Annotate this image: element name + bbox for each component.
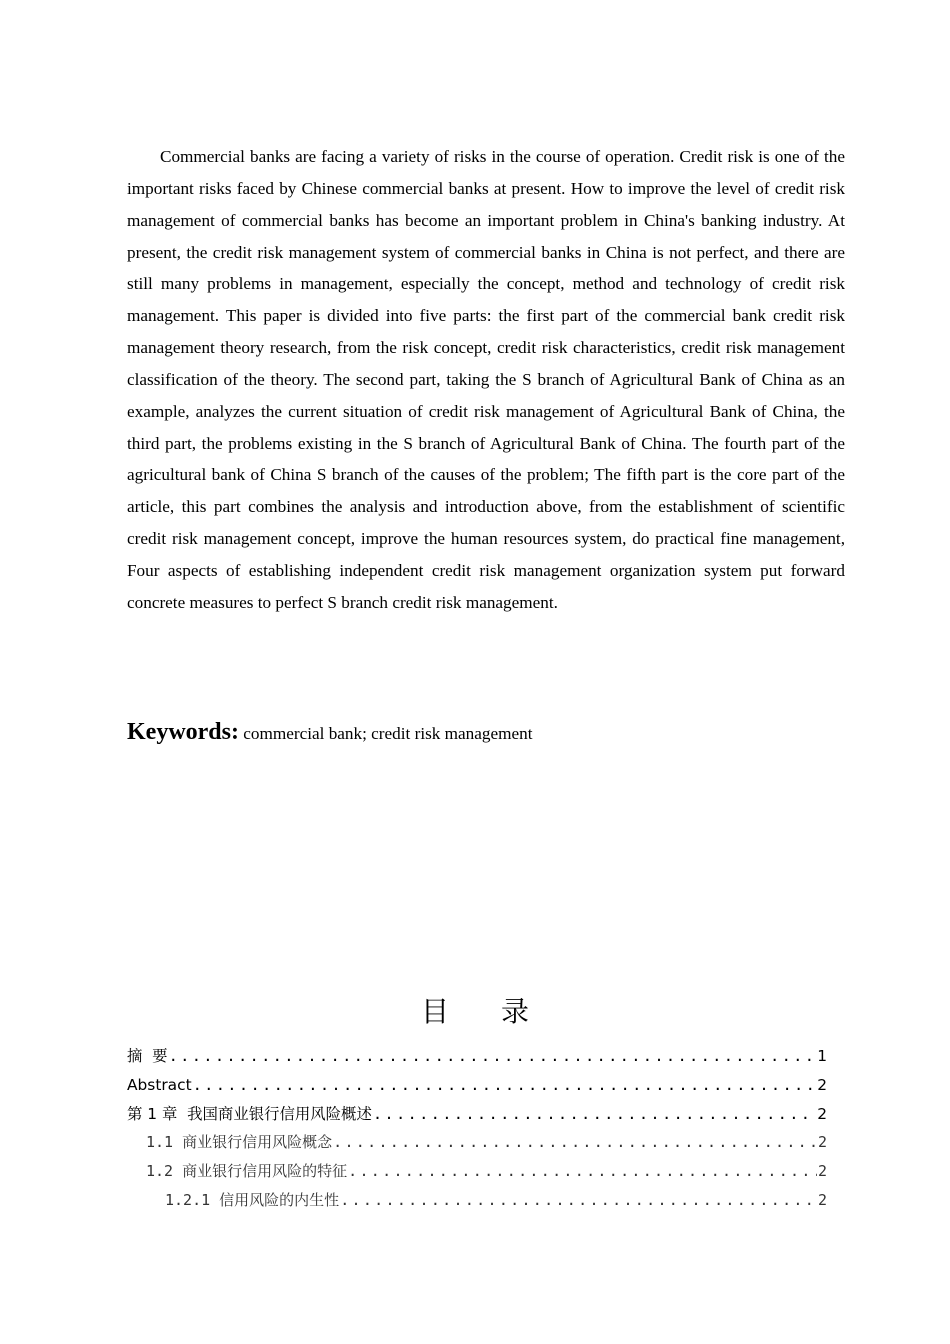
toc-entry-page: 2 [817, 1133, 827, 1152]
toc-entry-page: 1 [817, 1047, 827, 1065]
toc-entry-abstract-en[interactable] [127, 1071, 827, 1100]
toc-entry-chapter-1[interactable] [127, 1100, 827, 1129]
toc-entry-section-1-2[interactable] [127, 1157, 827, 1186]
toc-entry-label: 1.2 商业银行信用风险的特征 [146, 1162, 348, 1181]
abstract-paragraph: Commercial banks are facing a variety of risks in the course of operation. Credit risk is one of the important risks faced by Chinese commercial banks at present. How to improve the level of credit risk management of commercial banks has become an important problem in China's banking industry. At present, the credit risk management system of commercial banks in China is not perfect, and there are still many problems in management, especially the concept, method and technology of credit risk management. This paper is divided into five parts: the first part of the commercial bank credit risk management theory research, from the risk concept, credit risk characteristics, credit risk management classification of the theory. The second part, taking the S branch of Agricultural Bank of China as an example, analyzes the current situation of credit risk management of Agricultural Bank of China, the third part, the problems existing in the S branch of Agricultural Bank of China. The fourth part of the agricultural bank of China S branch of the causes of the problem; The fifth part is the core part of the article, this part combines the analysis and introduction above, from the establishment of scientific credit risk management concept, improve the human resources system, do practical fine management, Four aspects of establishing independent credit risk management organization system put forward concrete measures to perfect S branch credit risk management. [127, 147, 845, 612]
toc-entry-label: Abstract [127, 1075, 192, 1094]
toc-dot-leader [348, 1157, 817, 1186]
toc-entry-label: 摘 要 [127, 1047, 168, 1065]
toc-title: 目录 [420, 995, 581, 1028]
table-of-contents [127, 1042, 827, 1215]
toc-entry-page: 2 [817, 1104, 827, 1123]
toc-entry-label: 1.2.1 信用风险的内生性 [165, 1190, 340, 1209]
toc-entry-page: 2 [817, 1075, 827, 1094]
toc-entry-page: 2 [817, 1190, 827, 1209]
toc-dot-leader [340, 1186, 817, 1215]
toc-entry-page: 2 [817, 1162, 827, 1181]
toc-entry-abstract-cn[interactable] [127, 1042, 827, 1071]
toc-dot-leader [193, 1071, 817, 1100]
toc-entry-label: 第 1 章 我国商业银行信用风险概述 [127, 1104, 372, 1123]
keywords-label: Keywords: [127, 719, 239, 745]
toc-entry-section-1-2-1[interactable] [127, 1186, 827, 1215]
toc-entry-section-1-1[interactable] [127, 1128, 827, 1157]
toc-dot-leader [333, 1128, 817, 1157]
keywords-text: commercial bank; credit risk management [243, 724, 533, 743]
toc-entry-label: 1.1 商业银行信用风险概念 [146, 1133, 333, 1152]
toc-dot-leader [169, 1042, 817, 1071]
keywords-line [127, 716, 533, 750]
toc-dot-leader [373, 1100, 816, 1129]
